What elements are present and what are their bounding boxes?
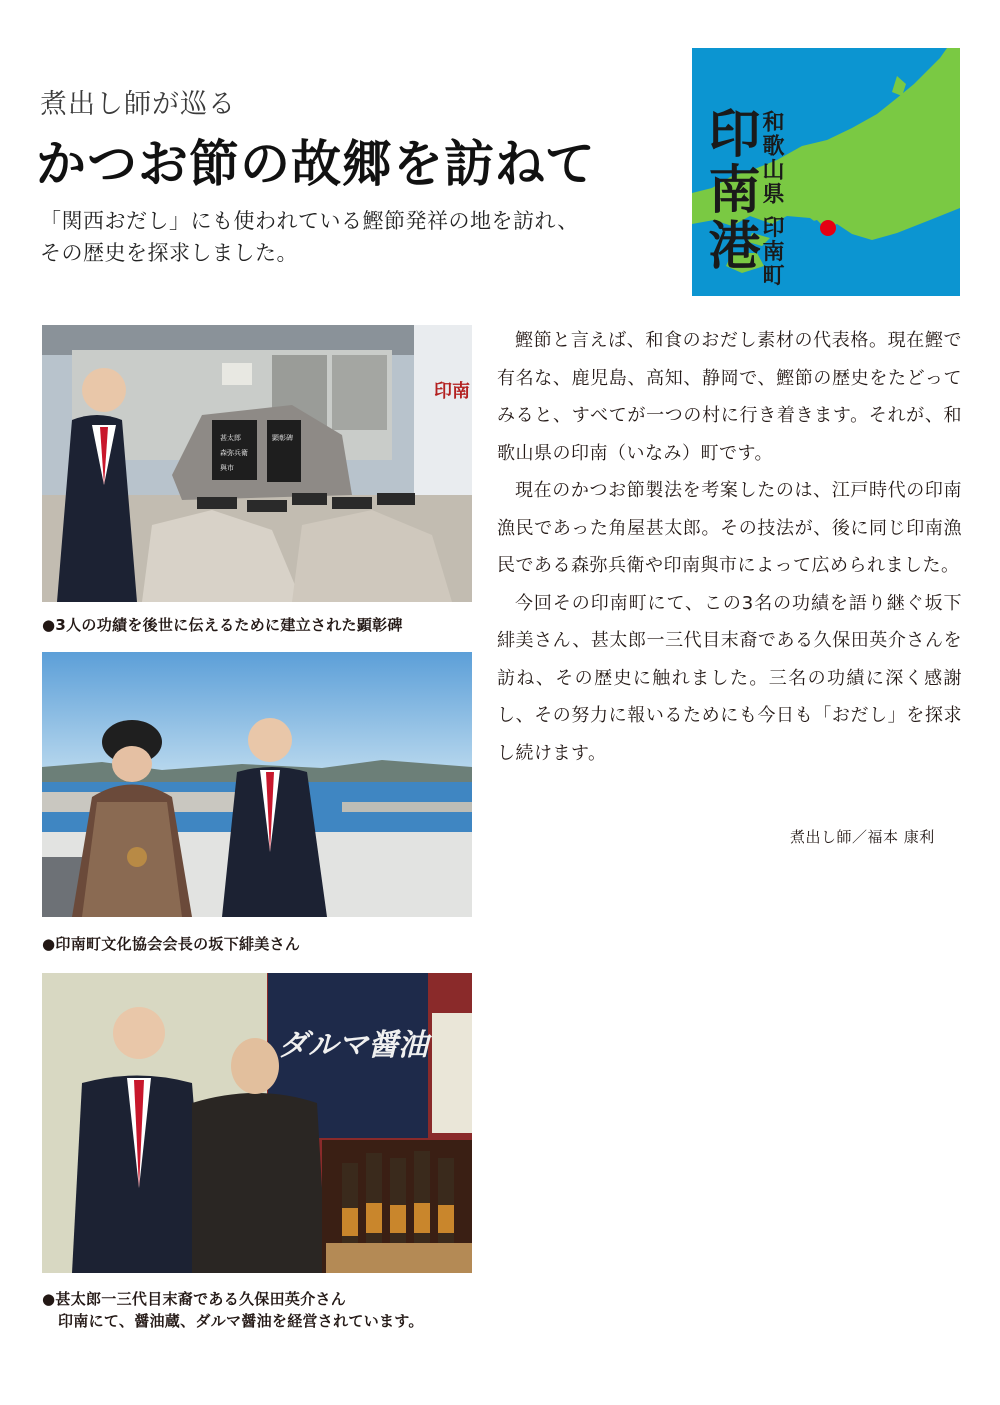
photo-monument bbox=[42, 325, 472, 602]
plaque-main-1: 顕彰碑 bbox=[272, 434, 293, 442]
article-signature: 煮出し師／福本 康利 bbox=[790, 828, 935, 846]
caption-harbor: ●印南町文化協会会長の坂下緋美さん bbox=[42, 935, 301, 953]
plaque-main-2: 甚太郎 bbox=[220, 434, 241, 442]
caption-shop-line-1: ●甚太郎一三代目末裔である久保田英介さん bbox=[42, 1290, 347, 1308]
location-map bbox=[692, 48, 960, 296]
photo-harbor bbox=[42, 652, 472, 917]
lead-line-1: 「関西おだし」にも使われている鰹節発祥の地を訪れ、 bbox=[40, 209, 579, 233]
lead-line-2: その歴史を探求しました。 bbox=[40, 241, 298, 265]
location-marker bbox=[820, 220, 836, 236]
article-body bbox=[497, 322, 962, 772]
article-paragraph: 今回その印南町にて、この3名の功績を語り継ぐ坂下緋美さん、甚太郎一三代目末裔である久保田英介さんを訪ね、その歴史に触れました。三名の功績に深く感謝し、その努力に報いるためにも今日も「おだし」を探求し続けます。 bbox=[497, 592, 962, 764]
sign-text: 印南 bbox=[434, 381, 470, 402]
article-paragraph: 現在のかつお節製法を考案したのは、江戸時代の印南漁民であった角屋甚太郎。その技法が、後に同じ印南漁民である森弥兵衛や印南與市によって広められました。 bbox=[497, 480, 962, 576]
plaque-main-4: 與市 bbox=[220, 464, 234, 472]
plaque-main-3: 森弥兵衛 bbox=[220, 449, 248, 457]
article-paragraph: 鰹節と言えば、和食のおだし素材の代表格。現在鰹で有名な、鹿児島、高知、静岡で、鰹節の歴史をたどってみると、すべてが一つの村に行き着きます。それが、和歌山県の印南（いなみ）町です。 bbox=[497, 330, 962, 464]
noren-text: ダルマ醤油 bbox=[278, 1028, 428, 1063]
map-prefecture-label: 和歌山県 印南町 bbox=[759, 110, 785, 288]
caption-monument: ●3人の功績を後世に伝えるために建立された顕彰碑 bbox=[42, 616, 403, 634]
photo-shop bbox=[42, 973, 472, 1273]
page-title: かつお節の故郷を訪ねて bbox=[36, 134, 596, 193]
map-place-name: 印南港 bbox=[699, 106, 760, 274]
caption-shop-line-2: 印南にて、醤油蔵、ダルマ醤油を経営されています。 bbox=[58, 1312, 424, 1330]
header-subtitle: 煮出し師が巡る bbox=[40, 89, 236, 120]
